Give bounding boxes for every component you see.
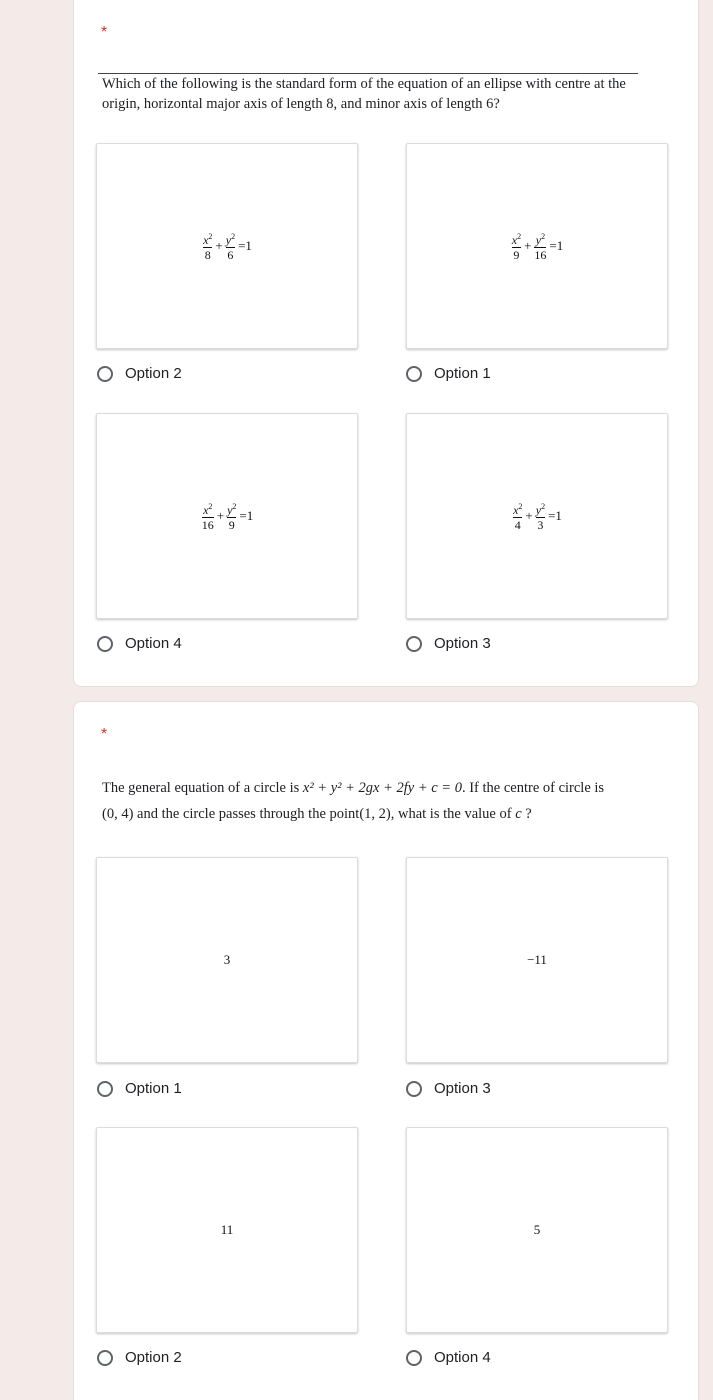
option-image[interactable] (406, 413, 668, 619)
option-image[interactable] (96, 1127, 358, 1333)
radio-button[interactable] (97, 366, 113, 382)
option-radio[interactable] (406, 1080, 491, 1097)
option-image[interactable] (406, 857, 668, 1063)
radio-button[interactable] (97, 636, 113, 652)
option-radio[interactable] (97, 1080, 182, 1097)
radio-button[interactable] (406, 1350, 422, 1366)
radio-button[interactable] (406, 636, 422, 652)
radio-button[interactable] (97, 1081, 113, 1097)
option-image[interactable] (406, 143, 668, 349)
option-label: Option 3 (434, 1080, 491, 1097)
option-radio[interactable] (406, 1349, 491, 1366)
required-asterisk: * (101, 726, 108, 743)
option-radio[interactable] (97, 635, 182, 652)
option-image[interactable] (96, 857, 358, 1063)
option-value: 3 (223, 952, 231, 967)
option-image[interactable] (406, 1127, 668, 1333)
option-label: Option 4 (125, 635, 182, 652)
option-radio[interactable] (406, 365, 491, 382)
question-card-2 (73, 701, 699, 1400)
question-card-1 (73, 0, 699, 687)
option-value: −11 (527, 952, 547, 967)
radio-button[interactable] (406, 366, 422, 382)
option-equation: $\frac{x^2}{8}$ + $\frac{y^2}{6}$ =1 (203, 231, 252, 262)
option-equation: $\frac{x^2}{16}$ + $\frac{y^2}{9}$ =1 (201, 501, 254, 532)
option-radio[interactable] (97, 1349, 182, 1366)
option-image[interactable] (96, 143, 358, 349)
option-label: Option 4 (434, 1349, 491, 1366)
option-label: Option 1 (434, 365, 491, 382)
option-label: Option 2 (125, 365, 182, 382)
option-radio[interactable] (97, 365, 182, 382)
option-radio[interactable] (406, 635, 491, 652)
required-asterisk: * (101, 24, 108, 41)
circle-equation: x² + y² + 2gx + 2fy + c = 0 (302, 780, 462, 796)
option-image[interactable] (96, 413, 358, 619)
option-label: Option 3 (434, 635, 491, 652)
radio-button[interactable] (406, 1081, 422, 1097)
question-text: Which of the following is the standard form of the equation of an ellipse with centre at the origin, horizontal major axis of length 8, and minor axis of length 6? (102, 76, 626, 112)
option-equation: $\frac{x^2}{9}$ + $\frac{y^2}{16}$ =1 (511, 231, 564, 262)
question-text: The general equation of a circle is x² + y² + 2gx + 2fy + c = 0. If the centre of circle is (0, 4) and the circle passes through the point(1, 2), what is the value of c ? (102, 780, 605, 822)
radio-button[interactable] (97, 1350, 113, 1366)
option-value: 5 (533, 1222, 541, 1237)
option-equation: $\frac{x^2}{4}$ + $\frac{y^2}{3}$ =1 (513, 501, 562, 532)
option-value: 11 (220, 1222, 234, 1237)
option-label: Option 1 (125, 1080, 182, 1097)
option-label: Option 2 (125, 1349, 182, 1366)
